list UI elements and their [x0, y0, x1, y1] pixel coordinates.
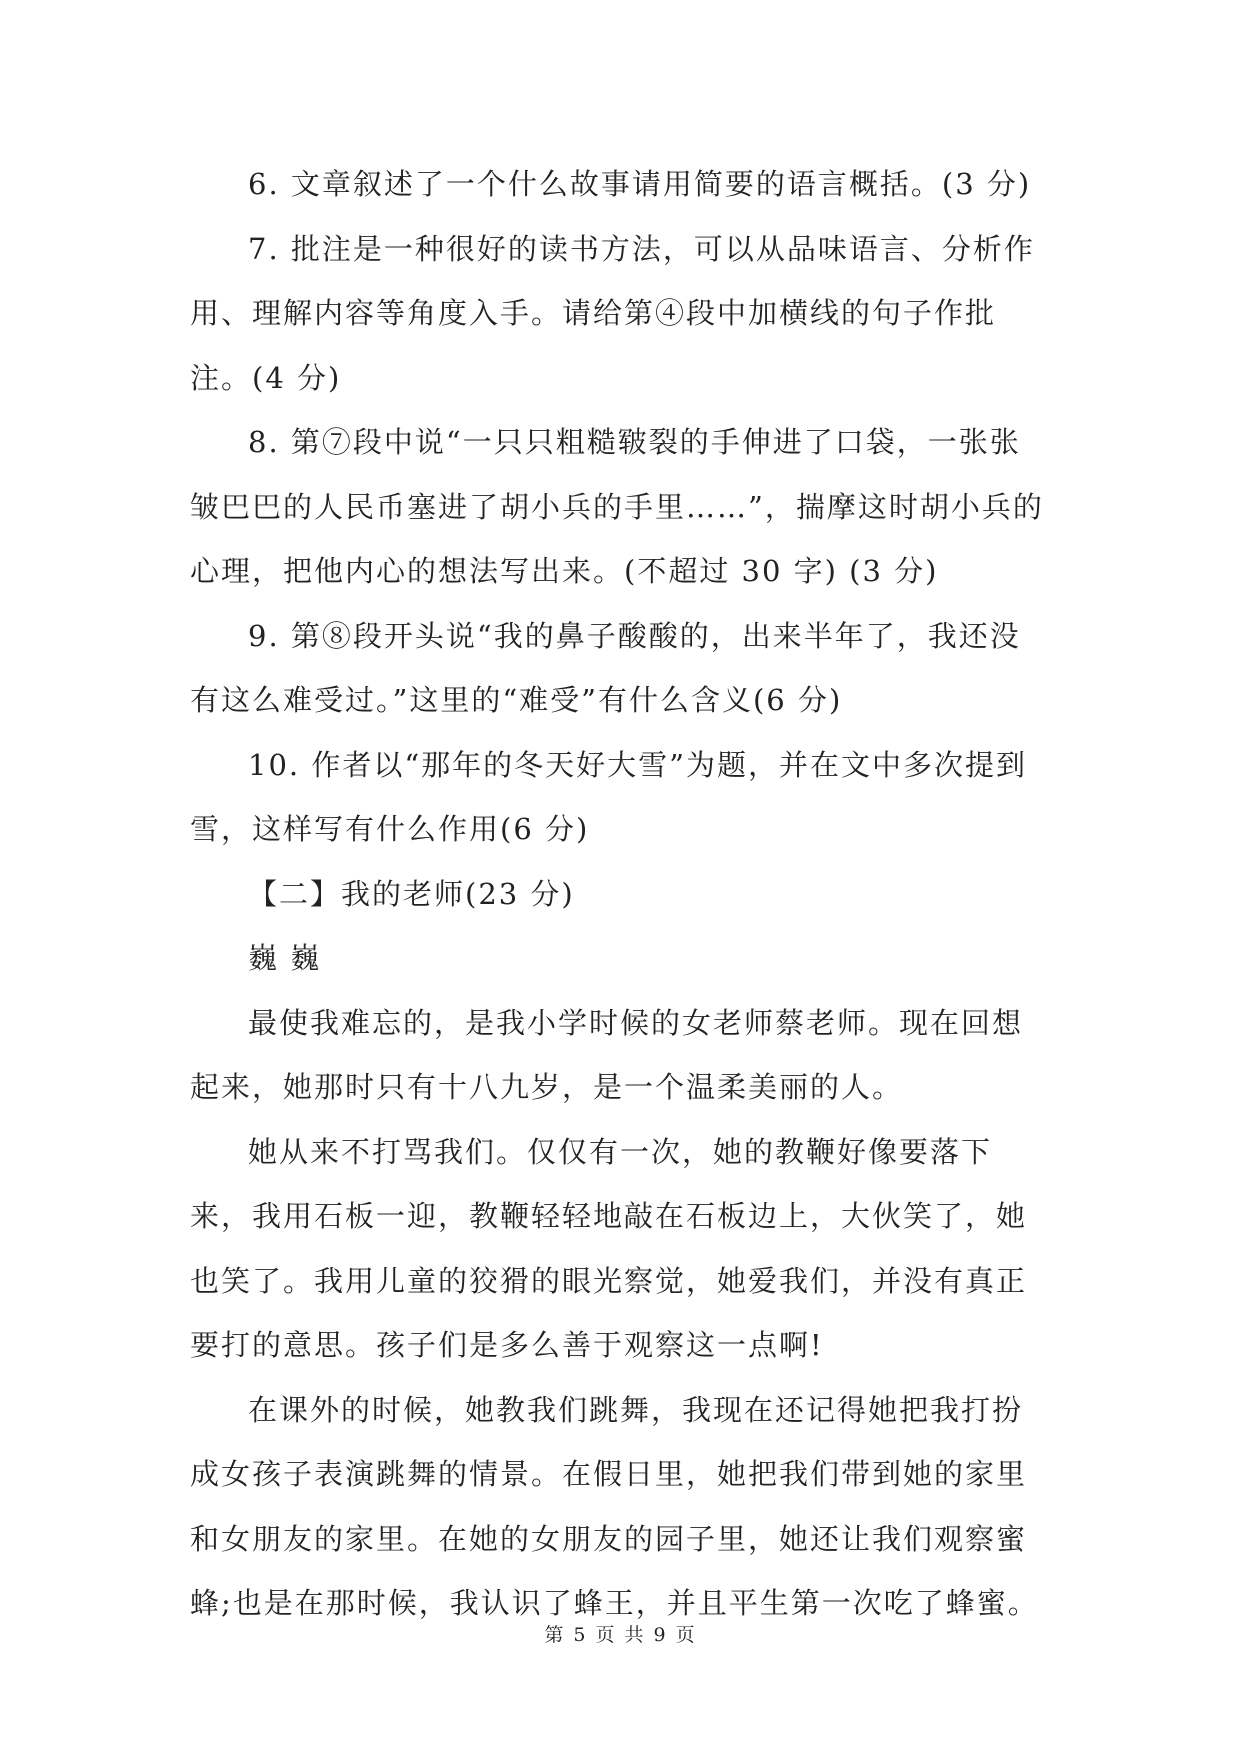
passage-paragraph-1: 最使我难忘的，是我小学时候的女老师蔡老师。现在回想起来，她那时只有十八九岁，是一个温柔美丽的人。 [190, 1005, 1024, 1104]
section-heading: 【二】我的老师(23 分) [248, 876, 575, 911]
question-8: 8. 第⑦段中说“一只只粗糙皲裂的手伸进了口袋，一张张皱巴巴的人民币塞进了胡小兵的手里……”，揣摩这时胡小兵的心理，把他内心的想法写出来。(不超过 30 字) (3 分) [190, 425, 1044, 588]
passage-paragraph-2: 她从来不打骂我们。仅仅有一次，她的教鞭好像要落下来，我用石板一迎，教鞭轻轻地敲在石板边上，大伙笑了，她也笑了。我用儿童的狡猾的眼光察觉，她爱我们，并没有真正要打的意思。孩子们是多么善于观察这一点啊! [190, 1134, 1028, 1362]
passage-paragraph-3: 在课外的时候，她教我们跳舞，我现在还记得她把我打扮成女孩子表演跳舞的情景。在假日里，她把我们带到她的家里和女朋友的家里。在她的女朋友的园子里，她还让我们观察蜜蜂;也是在那时候，我认识了蜂王，并且平生第一次吃了蜂蜜。 [190, 1392, 1039, 1620]
question-7: 7. 批注是一种很好的读书方法，可以从品味语言、分析作用、理解内容等角度入手。请给第④段中加横线的句子作批注。(4 分) [190, 231, 1035, 395]
author-name: 巍 巍 [248, 941, 322, 975]
question-9: 9. 第⑧段开头说“我的鼻子酸酸的，出来半年了，我还没有这么难受过。”这里的“难受”有什么含义(6 分) [190, 618, 1021, 717]
question-10: 10. 作者以“那年的冬天好大雪”为题，并在文中多次提到雪，这样写有什么作用(6 分) [190, 747, 1027, 846]
document-body [190, 152, 1050, 1636]
page-number-footer: 第 5 页 共 9 页 [544, 1624, 697, 1646]
question-6: 6. 文章叙述了一个什么故事请用简要的语言概括。(3 分) [248, 167, 1032, 201]
